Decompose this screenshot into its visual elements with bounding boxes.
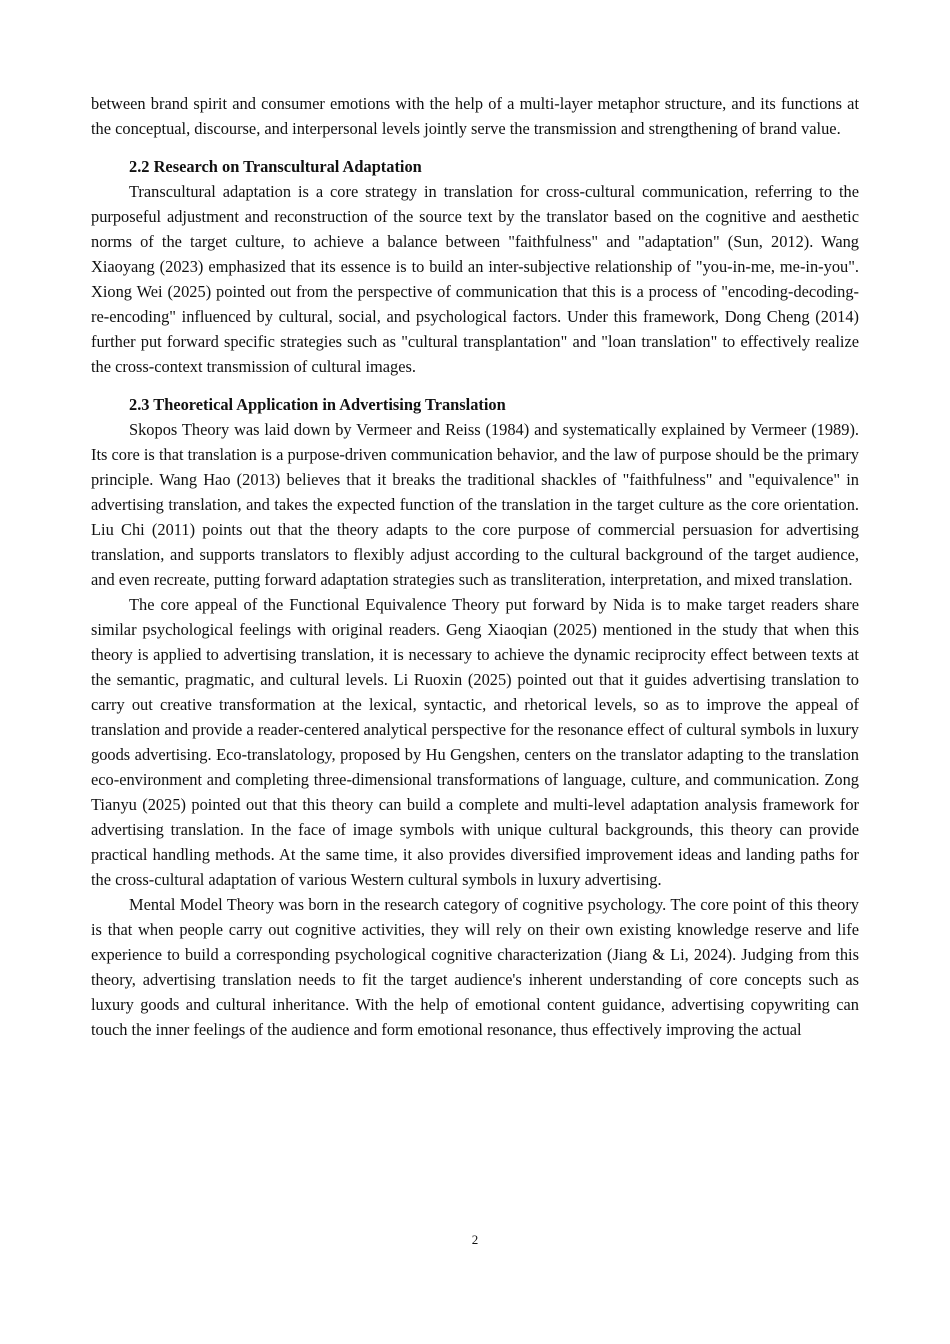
section-heading-2-3: 2.3 Theoretical Application in Advertising Translation	[129, 395, 506, 414]
body-paragraph-transcultural-adaptation: Transcultural adaptation is a core strategy in translation for cross-cultural communication, referring to the purposeful adjustment and reconstruction of the source text by the translator based on the cognitive and aesthetic norms of the target culture, to achieve a balance between "faithfulness" and "adaptation" (Sun, 2012). Wang Xiaoyang (2023) emphasized that its essence is to build an inter-subjective relationship of "you-in-me, me-in-you". Xiong Wei (2025) pointed out from the perspective of communication that this is a process of "encoding-decoding-re-encoding" influenced by cultural, social, and psychological factors. Under this framework, Dong Cheng (2014) further put forward specific strategies such as "cultural transplantation" and "loan translation" to effectively realize the cross-context transmission of cultural images.	[91, 182, 859, 376]
body-paragraph-skopos-theory: Skopos Theory was laid down by Vermeer and Reiss (1984) and systematically explained by Vermeer (1989). Its core is that translation is a purpose-driven communication behavior, and the law of purpose should be the primary principle. Wang Hao (2013) believes that it breaks the traditional shackles of "faithfulness" and "equivalence" in advertising translation, and takes the expected function of the translation in the target culture as the core orientation. Liu Chi (2011) points out that the theory adapts to the core purpose of commercial persuasion for advertising translation, and supports translators to flexibly adjust according to the cultural background of the target audience, and even recreate, putting forward adaptation strategies such as transliteration, interpretation, and mixed translation.	[91, 420, 859, 589]
body-paragraph-continued: between brand spirit and consumer emotions with the help of a multi-layer metaphor structure, and its functions at the conceptual, discourse, and interpersonal levels jointly serve the transmission and strengthening of brand value.	[91, 94, 859, 138]
page-number: 2	[471, 1232, 479, 1247]
section-heading-2-2: 2.2 Research on Transcultural Adaptation	[129, 157, 422, 176]
body-paragraph-functional-equivalence: The core appeal of the Functional Equivalence Theory put forward by Nida is to make target readers share similar psychological feelings with original readers. Geng Xiaoqian (2025) mentioned in the study that when this theory is applied to advertising translation, it is necessary to achieve the dynamic reciprocity effect between texts at the semantic, pragmatic, and cultural levels. Li Ruoxin (2025) pointed out that it guides advertising translation to carry out creative transformation at the lexical, syntactic, and rhetorical levels, so as to improve the appeal of translation and provide a reader-centered analytical perspective for the resonance effect of cultural symbols in luxury goods advertising. Eco-translatology, proposed by Hu Gengshen, centers on the translator adapting to the translation eco-environment and completing three-dimensional transformations of language, culture, and communication. Zong Tianyu (2025) pointed out that this theory can build a complete and multi-level adaptation analysis framework for advertising translation. In the face of image symbols with unique cultural backgrounds, this theory can provide practical handling methods. At the same time, it also provides diversified improvement ideas and landing paths for the cross-cultural adaptation of various Western cultural symbols in luxury advertising.	[91, 595, 859, 889]
document-page	[91, 91, 859, 1042]
body-paragraph-mental-model: Mental Model Theory was born in the research category of cognitive psychology. The core point of this theory is that when people carry out cognitive activities, they will rely on their own existing knowledge reserve and life experience to build a corresponding psychological cognitive characterization (Jiang & Li, 2024). Judging from this theory, advertising translation needs to fit the target audience's inherent understanding of core concepts such as luxury goods and cultural inheritance. With the help of emotional content guidance, advertising copywriting can touch the inner feelings of the audience and form emotional resonance, thus effectively improving the actual	[91, 895, 859, 1039]
